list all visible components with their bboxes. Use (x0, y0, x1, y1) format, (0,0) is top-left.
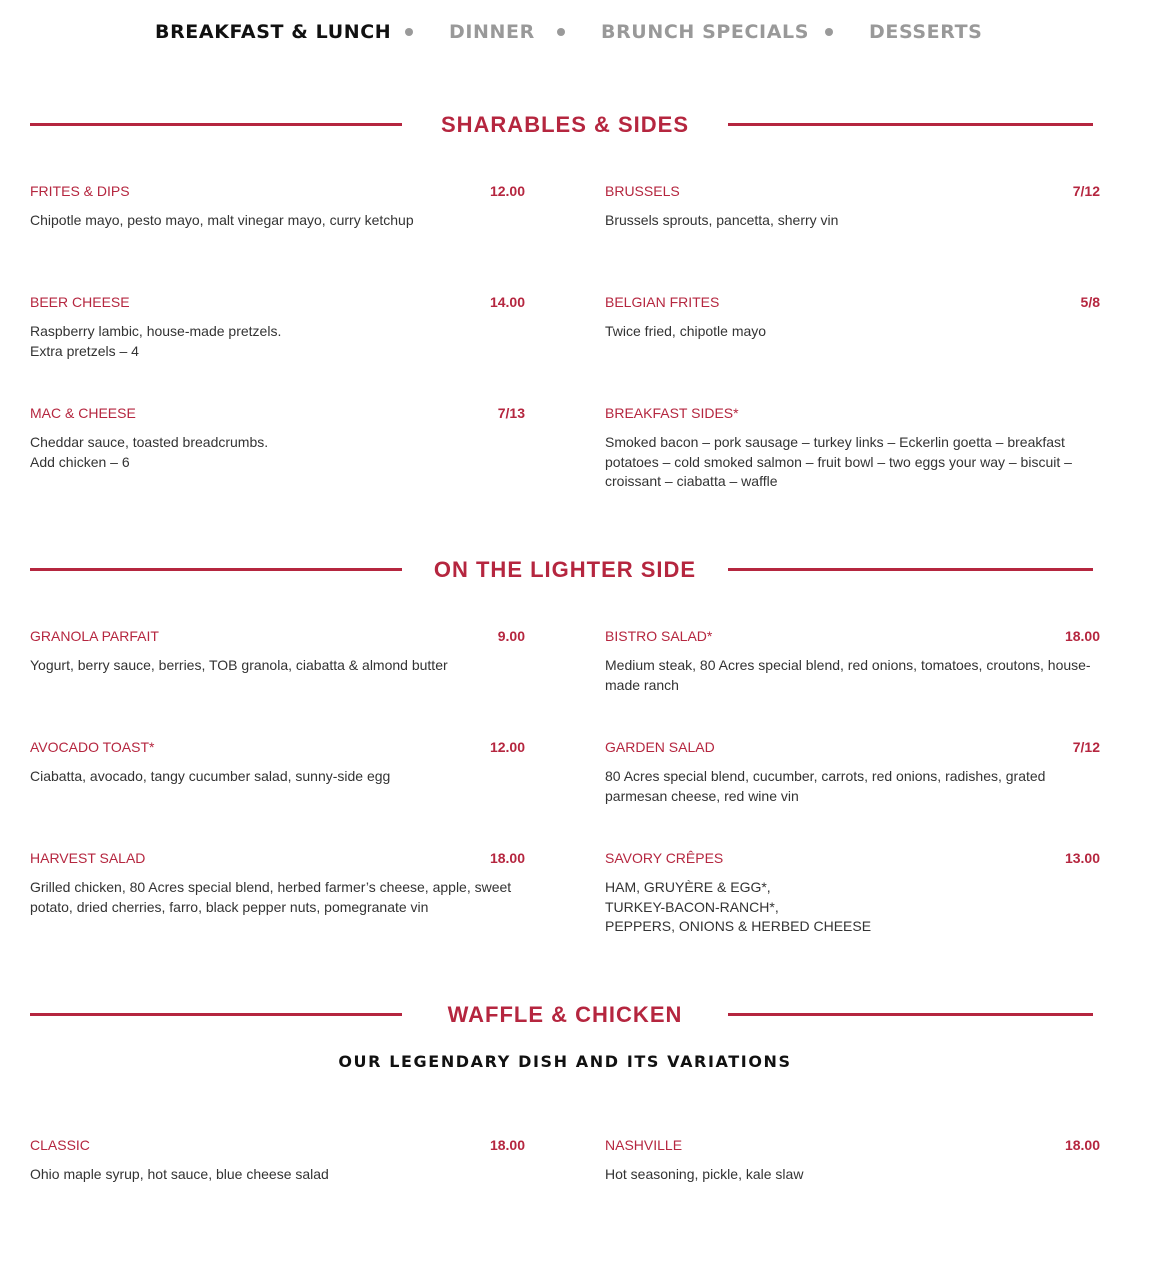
item-price: 18.00 (489, 850, 525, 866)
item-name: NASHVILLE (605, 1137, 683, 1153)
tab-separator-dot (557, 28, 565, 36)
item-name: SAVORY CRÊPES (605, 850, 724, 866)
tab-desserts[interactable]: DESSERTS (869, 21, 983, 43)
item-price: 7/12 (1072, 739, 1100, 755)
item-price: 13.00 (1064, 850, 1100, 866)
section-subtitle: OUR LEGENDARY DISH AND ITS VARIATIONS (338, 1052, 792, 1071)
item-description: Smoked bacon – pork sausage – turkey links – Eckerlin goetta – breakfast potatoes – cold smoked salmon – fruit bowl – two eggs your way – biscuit – croissant – ciabatta – waffle (605, 434, 1072, 489)
menu-tabs (0, 18, 1130, 48)
section-title: ON THE LIGHTER SIDE (433, 557, 697, 582)
item-price: 7/12 (1072, 183, 1100, 199)
item-name: BISTRO SALAD* (605, 628, 713, 644)
tab-separator-dot (825, 28, 833, 36)
item-description: Chipotle mayo, pesto mayo, malt vinegar mayo, curry ketchup (30, 212, 414, 228)
tab-dinner[interactable]: DINNER (449, 21, 535, 43)
divider-rule (728, 568, 1093, 571)
section-header-waffle-chicken (30, 998, 1093, 1032)
divider-rule (30, 568, 402, 571)
item-description: Raspberry lambic, house-made pretzels. Extra pretzels – 4 (30, 323, 282, 359)
item-description: Yogurt, berry sauce, berries, TOB granola, ciabatta & almond butter (30, 657, 448, 673)
item-description: HAM, GRUYÈRE & EGG*, TURKEY-BACON-RANCH*, PEPPERS, ONIONS & HERBED CHEESE (605, 879, 872, 934)
item-description: Twice fried, chipotle mayo (605, 323, 767, 339)
section-title: SHARABLES & SIDES (440, 112, 690, 137)
item-price: 12.00 (489, 183, 525, 199)
item-name: BRUSSELS (605, 183, 680, 199)
item-name: BELGIAN FRITES (605, 294, 720, 310)
item-description: Ciabatta, avocado, tangy cucumber salad, sunny-side egg (30, 768, 391, 784)
section-header-sharables (30, 108, 1093, 142)
item-description: Ohio maple syrup, hot sauce, blue cheese salad (30, 1166, 329, 1182)
item-name: BEER CHEESE (30, 294, 130, 310)
item-price: 12.00 (489, 739, 525, 755)
item-price: 18.00 (1064, 1137, 1100, 1153)
tab-breakfast-lunch[interactable]: BREAKFAST & LUNCH (155, 21, 392, 43)
divider-rule (728, 123, 1093, 126)
item-name: GRANOLA PARFAIT (30, 628, 159, 644)
divider-rule (30, 1013, 402, 1016)
item-price: 9.00 (497, 628, 525, 644)
item-name: MAC & CHEESE (30, 405, 136, 421)
item-description: Grilled chicken, 80 Acres special blend, herbed farmer’s cheese, apple, sweet potato, dried cherries, farro, black pepper nuts, pomegranate vin (30, 879, 512, 915)
item-description: Brussels sprouts, pancetta, sherry vin (605, 212, 839, 228)
item-price: 5/8 (1080, 294, 1100, 310)
item-name: AVOCADO TOAST* (30, 739, 155, 755)
item-name: FRITES & DIPS (30, 183, 130, 199)
item-description: Medium steak, 80 Acres special blend, red onions, tomatoes, croutons, house-made ranch (605, 657, 1091, 693)
item-price: 14.00 (489, 294, 525, 310)
section-title: WAFFLE & CHICKEN (447, 1002, 683, 1027)
item-name: HARVEST SALAD (30, 850, 146, 866)
item-name: GARDEN SALAD (605, 739, 715, 755)
item-description: Cheddar sauce, toasted breadcrumbs. Add chicken – 6 (30, 434, 269, 470)
item-name: CLASSIC (30, 1137, 90, 1153)
tab-brunch-specials[interactable]: BRUNCH SPECIALS (601, 21, 809, 43)
divider-rule (728, 1013, 1093, 1016)
item-description: Hot seasoning, pickle, kale slaw (605, 1166, 804, 1182)
item-description: 80 Acres special blend, cucumber, carrots, red onions, radishes, grated parmesan cheese, red wine vin (605, 768, 1046, 804)
item-price: 18.00 (1064, 628, 1100, 644)
section-header-lighter-side (30, 553, 1093, 587)
item-price: 7/13 (497, 405, 525, 421)
item-name: BREAKFAST SIDES* (605, 405, 739, 421)
tab-separator-dot (405, 28, 413, 36)
divider-rule (30, 123, 402, 126)
item-price: 18.00 (489, 1137, 525, 1153)
